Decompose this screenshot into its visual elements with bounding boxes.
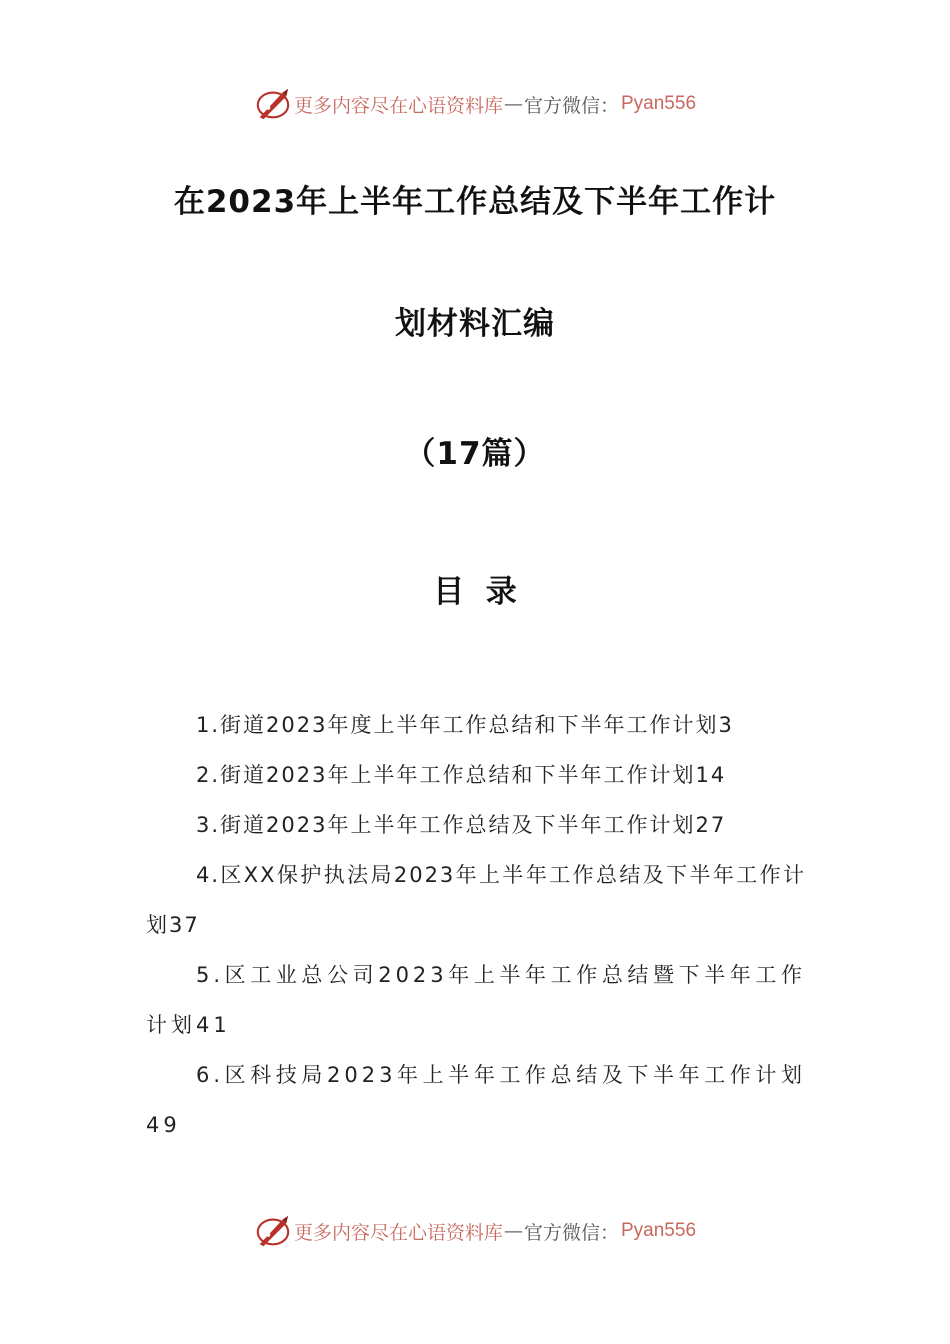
watermark-wechat-id: Pyan556 — [621, 93, 697, 114]
watermark-dash: — — [503, 1220, 523, 1242]
watermark-text: 更多内容尽在心语资料库 — [293, 1221, 503, 1244]
toc-heading: 目 录 — [433, 574, 517, 610]
table-of-contents — [146, 700, 806, 1150]
pen-nib-logo-icon — [254, 1212, 292, 1250]
document-title-line-1: 在2023年上半年工作总结及下半年工作计 — [173, 184, 777, 220]
toc-item[interactable]: 3.街道2023年上半年工作总结及下半年工作计划27 — [196, 813, 727, 837]
pen-nib-logo-icon — [254, 85, 292, 123]
watermark-text: 更多内容尽在心语资料库 — [293, 94, 503, 117]
toc-item[interactable]: 1.街道2023年度上半年工作总结和下半年工作计划3 — [196, 713, 734, 737]
toc-item[interactable]: 5.区工业总公司2023年上半年工作总结暨下半年工作计划41 — [146, 963, 806, 1037]
watermark-wechat-id: Pyan556 — [621, 1220, 697, 1241]
toc-item[interactable]: 4.区XX保护执法局2023年上半年工作总结及下半年工作计划37 — [146, 863, 806, 937]
toc-item[interactable]: 6.区科技局2023年上半年工作总结及下半年工作计划49 — [146, 1063, 806, 1137]
document-count: （17篇） — [404, 436, 546, 472]
document-title-line-2: 划材料汇编 — [395, 306, 555, 342]
watermark-banner-top — [0, 84, 950, 124]
watermark-dash: — — [503, 93, 523, 115]
watermark-wechat-label: 官方微信： — [523, 94, 619, 117]
watermark-wechat-label: 官方微信： — [523, 1221, 619, 1244]
watermark-banner-bottom — [0, 1211, 950, 1251]
toc-item[interactable]: 2.街道2023年上半年工作总结和下半年工作计划14 — [196, 763, 727, 787]
